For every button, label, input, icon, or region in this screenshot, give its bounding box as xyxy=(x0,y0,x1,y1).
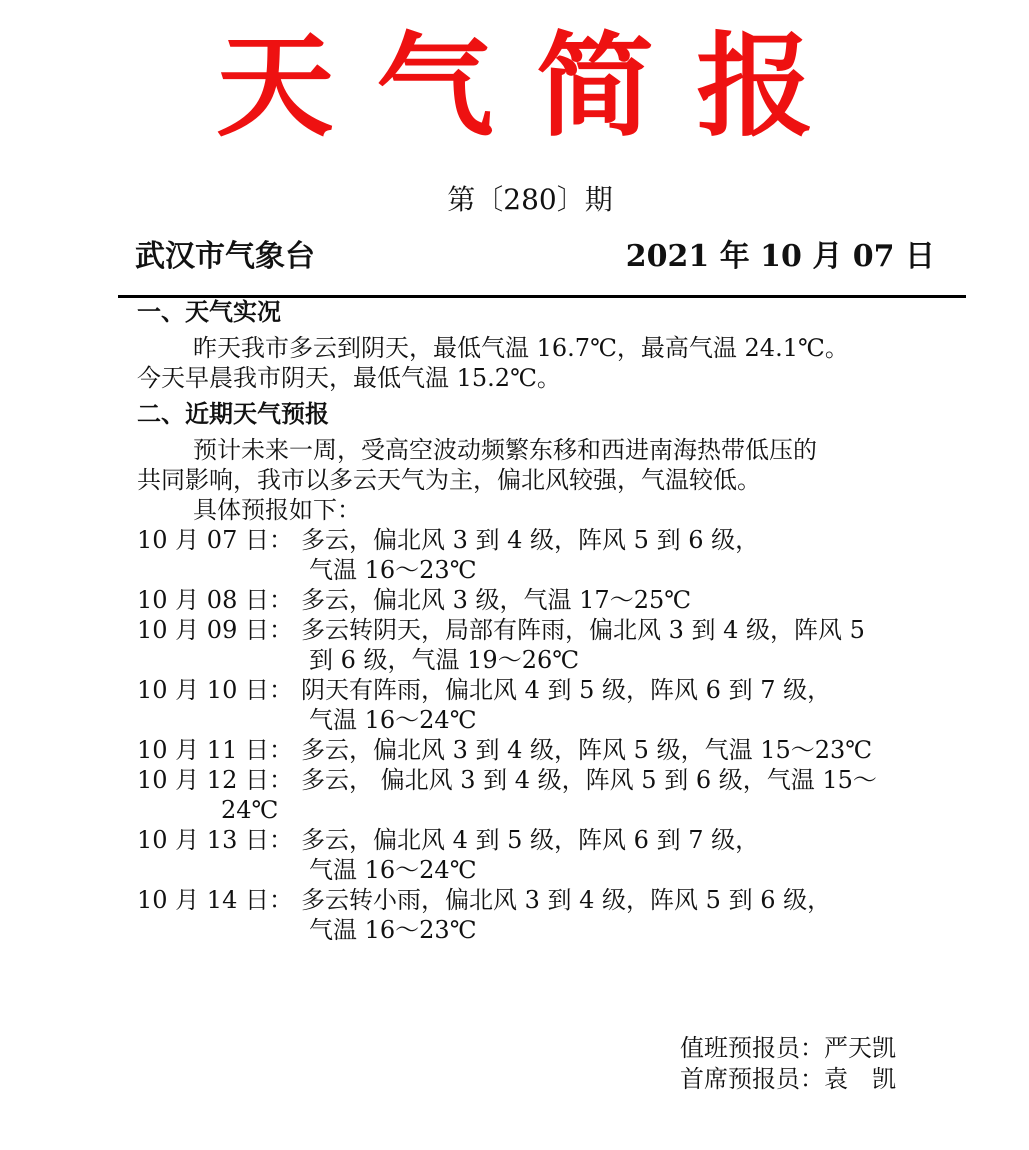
forecast-text: 多云，偏北风 4 到 5 级，阵风 6 到 7 级， xyxy=(301,826,760,854)
forecast-text: 多云，偏北风 3 到 4 级，阵风 5 级，气温 15～23℃ xyxy=(301,736,873,764)
forecast-day xyxy=(137,885,937,945)
observation-paragraph-line-2: 今天早晨我市阴天，最低气温 15.2℃。 xyxy=(137,364,561,392)
forecast-date: 10 月 10 日： xyxy=(137,676,293,704)
forecast-text-continued: 24℃ xyxy=(221,796,279,824)
title-char-4: 报 xyxy=(695,21,814,152)
issuing-organization: 武汉市气象台 xyxy=(135,239,315,274)
forecast-text: 多云转小雨，偏北风 3 到 4 级，阵风 5 到 6 级， xyxy=(301,886,832,914)
bulletin-body xyxy=(137,297,937,945)
forecast-summary-line-1: 预计未来一周，受高空波动频繁东移和西进南海热带低压的 xyxy=(193,436,817,464)
title-char-1: 天 xyxy=(215,21,334,152)
chief-forecaster-label: 首席预报员： xyxy=(680,1065,824,1093)
forecast-day xyxy=(137,585,937,615)
forecast-date: 10 月 11 日： xyxy=(137,736,293,764)
forecast-text: 多云，偏北风 3 级，气温 17～25℃ xyxy=(301,586,692,614)
forecast-day xyxy=(137,765,937,825)
duty-forecaster-name: 严天凯 xyxy=(824,1034,896,1062)
observation-paragraph-line-1: 昨天我市多云到阴天，最低气温 16.7℃，最高气温 24.1℃。 xyxy=(193,334,849,362)
chief-forecaster xyxy=(680,1064,896,1095)
section-heading-forecast: 二、近期天气预报 xyxy=(137,399,329,428)
forecast-text: 多云转阴天，局部有阵雨，偏北风 3 到 4 级，阵风 5 xyxy=(301,616,865,644)
duty-forecaster-label: 值班预报员： xyxy=(680,1034,824,1062)
forecast-date: 10 月 12 日： xyxy=(137,766,293,794)
forecast-text: 多云， 偏北风 3 到 4 级，阵风 5 到 6 级，气温 15～ xyxy=(301,766,877,794)
title-char-3: 简 xyxy=(535,21,654,152)
title-char-2: 气 xyxy=(375,21,494,152)
forecast-date: 10 月 09 日： xyxy=(137,616,293,644)
forecast-date: 10 月 07 日： xyxy=(137,526,293,554)
header-org-line xyxy=(135,236,935,278)
forecast-date: 10 月 14 日： xyxy=(137,886,293,914)
forecast-date: 10 月 08 日： xyxy=(137,586,293,614)
forecast-detail-intro: 具体预报如下： xyxy=(193,496,361,524)
forecast-text-continued: 气温 16～23℃ xyxy=(309,916,477,944)
forecast-summary-line-2: 共同影响，我市以多云天气为主，偏北风较强，气温较低。 xyxy=(137,466,761,494)
issue-date: 2021 年 10 月 07 日 xyxy=(625,239,935,274)
issue-number: 第〔280〕期 xyxy=(447,183,613,216)
forecast-day xyxy=(137,735,937,765)
forecast-text-continued: 气温 16～23℃ xyxy=(309,556,477,584)
forecast-text: 多云，偏北风 3 到 4 级，阵风 5 到 6 级， xyxy=(301,526,760,554)
forecast-text-continued: 到 6 级，气温 19～26℃ xyxy=(309,646,580,674)
forecast-text-continued: 气温 16～24℃ xyxy=(309,706,477,734)
forecast-text: 阴天有阵雨，偏北风 4 到 5 级，阵风 6 到 7 级， xyxy=(301,676,832,704)
bulletin-title xyxy=(0,22,1029,152)
forecast-date: 10 月 13 日： xyxy=(137,826,293,854)
forecaster-signoff xyxy=(680,1033,896,1095)
forecast-day xyxy=(137,675,937,735)
forecast-day xyxy=(137,825,937,885)
forecast-text-continued: 气温 16～24℃ xyxy=(309,856,477,884)
chief-forecaster-name: 袁 凯 xyxy=(824,1065,896,1093)
forecast-day xyxy=(137,525,937,585)
forecast-day xyxy=(137,615,937,675)
duty-forecaster xyxy=(680,1033,896,1064)
section-heading-observations: 一、天气实况 xyxy=(137,297,281,326)
